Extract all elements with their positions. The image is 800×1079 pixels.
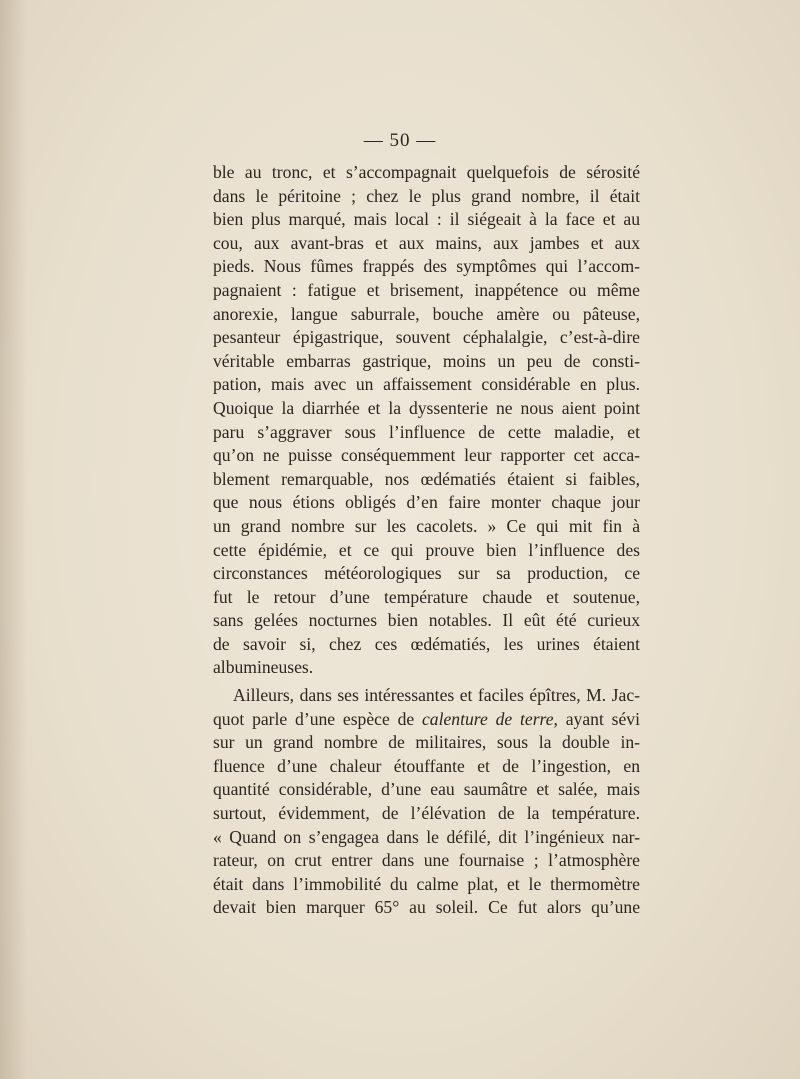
text-line: pagnaient : fatigue et brisement, inappétence ou même <box>213 279 640 300</box>
text-line: pesanteur épigastrique, souvent céphalalgie, c’est-à-dire <box>213 327 640 348</box>
body-text <box>213 161 640 920</box>
page-edge-shadow <box>0 0 28 1079</box>
text-line-with-italic <box>213 708 640 732</box>
text-line: que nous étions obligés d’en faire monter chaque jour <box>213 492 640 513</box>
paragraph-first-line: Ailleurs, dans ses intéressantes et faciles épîtres, M. Jac- <box>233 685 640 706</box>
text-line: bien plus marqué, mais local : il siégeait à la face et au <box>213 209 640 230</box>
text-line: Quoique la diarrhée et la dyssenterie ne nous aient point <box>213 397 640 418</box>
text-line: fluence d’une chaleur étouffante et de l’ingestion, en <box>213 755 640 776</box>
text-line: qu’on ne puisse conséquemment leur rapporter cet acca- <box>213 445 640 466</box>
text-line: cette épidémie, et ce qui prouve bien l’influence des <box>213 539 640 560</box>
text-segment: , ayant sévi <box>553 708 640 729</box>
text-line: pieds. Nous fûmes frappés des symptômes qui l’accom- <box>213 256 640 277</box>
text-line: pation, mais avec un affaissement considérable en plus. <box>213 374 640 395</box>
text-line: devait bien marquer 65° au soleil. Ce fut alors qu’une <box>213 897 640 918</box>
text-line: rateur, on crut entrer dans une fournaise ; l’atmosphère <box>213 850 640 871</box>
text-line: un grand nombre sur les cacolets. » Ce qui mit fin à <box>213 515 640 536</box>
text-line: véritable embarras gastrique, moins un peu de consti- <box>213 350 640 371</box>
text-line: « Quand on s’engagea dans le défilé, dit l’ingénieux nar- <box>213 826 640 847</box>
text-line: était dans l’immobilité du calme plat, et le thermomètre <box>213 873 640 894</box>
page-number: — 50 — <box>363 130 437 151</box>
text-line: dans le péritoine ; chez le plus grand nombre, il était <box>213 185 640 206</box>
text-line: blement remarquable, nos œdématiés étaient si faibles, <box>213 468 640 489</box>
text-line: paru s’aggraver sous l’influence de cette maladie, et <box>213 421 640 442</box>
text-line: circonstances météorologiques sur sa production, ce <box>213 563 640 584</box>
text-line: albumineuses. <box>213 657 314 678</box>
text-line: surtout, évidemment, de l’élévation de la température. <box>213 803 640 824</box>
text-line: fut le retour d’une température chaude et soutenue, <box>213 586 640 607</box>
text-line: sur un grand nombre de militaires, sous la double in- <box>213 732 640 753</box>
italic-term: calenture de terre <box>422 708 554 729</box>
text-line: quantité considérable, d’une eau saumâtre et salée, mais <box>213 779 640 800</box>
text-line: anorexie, langue saburrale, bouche amère ou pâteuse, <box>213 303 640 324</box>
text-line: cou, aux avant-bras et aux mains, aux jambes et aux <box>213 232 640 253</box>
text-line: de savoir si, chez ces œdématiés, les urines étaient <box>213 633 640 654</box>
text-segment: quot parle d’une espèce de <box>213 708 422 729</box>
text-line: ble au tronc, et s’accompagnait quelquefois de sérosité <box>213 162 640 182</box>
text-line: sans gelées nocturnes bien notables. Il eût été curieux <box>213 610 640 631</box>
